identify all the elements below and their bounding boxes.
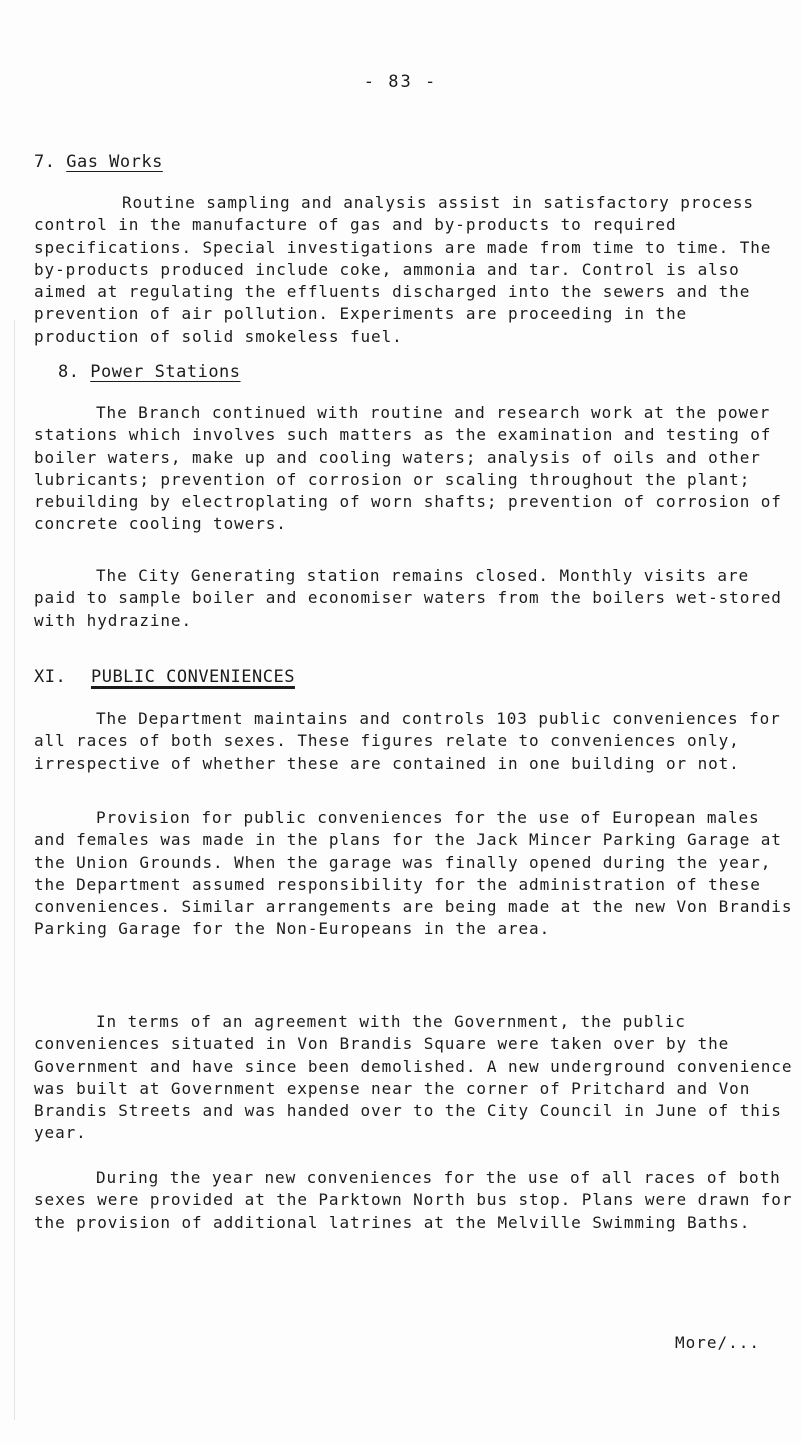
section-heading-gas-works xyxy=(34,152,163,172)
section-number: 7. xyxy=(34,152,56,172)
continuation-note: More/... xyxy=(675,1333,761,1352)
paragraph: In terms of an agreement with the Government, the public conveniences situated in Von Brandis Square were taken over by the Government and have since been demolished. A new underground convenience was built at Government expense near the corner of Pritchard and Von Brandis Streets and was handed over to the City Council in June of this year. xyxy=(34,1012,793,1143)
paragraph: Provision for public conveniences for the use of European males and females was made in the plans for the Jack Mincer Parking Garage at the Union Grounds. When the garage was finally opened during the year, the Department assumed responsibility for the administration of these conveniences. Similar arrangements are being made at the new Von Brandis Parking Garage for the Non-Europeans in the area. xyxy=(34,808,793,939)
section-number: XI. xyxy=(34,667,67,687)
section-number: 8. xyxy=(58,362,80,382)
page-number: - 83 - xyxy=(363,72,438,92)
paragraph: During the year new conveniences for the use of all races of both sexes were provided at the Parktown North bus stop. Plans were drawn for the provision of additional latrines at the Melville Swimming Baths. xyxy=(34,1168,793,1232)
paragraph: The Department maintains and controls 103 public conveniences for all races of both sexes. These figures relate to conveniences only, irrespective of whether these are contained in one building or not. xyxy=(34,709,781,773)
page-margin-line xyxy=(14,320,15,1420)
section-heading-power-stations xyxy=(58,362,241,382)
section-heading-public-conveniences xyxy=(34,667,295,687)
section-title: Power Stations xyxy=(90,362,241,382)
section-title: Gas Works xyxy=(66,152,163,172)
section-title: PUBLIC CONVENIENCES xyxy=(90,667,295,687)
paragraph: The Branch continued with routine and research work at the power stations which involves such matters as the examination and testing of boiler waters, make up and cooling waters; analysis of oils and other lubricants; prevention of corrosion or scaling throughout the plant; rebuilding by electroplating of worn shafts; prevention of corrosion of concrete cooling towers. xyxy=(34,403,782,534)
paragraph: The City Generating station remains closed. Monthly visits are paid to sample boiler and economiser waters from the boilers wet-stored with hydrazine. xyxy=(34,566,782,630)
paragraph: Routine sampling and analysis assist in satisfactory process control in the manufacture of gas and by-products to required specifications. Special investigations are made from time to time. The by-products produced include coke, ammonia and tar. Control is also aimed at regulating the effluents discharged into the sewers and the prevention of air pollution. Experiments are proceeding in the production of solid smokeless fuel. xyxy=(34,193,772,346)
